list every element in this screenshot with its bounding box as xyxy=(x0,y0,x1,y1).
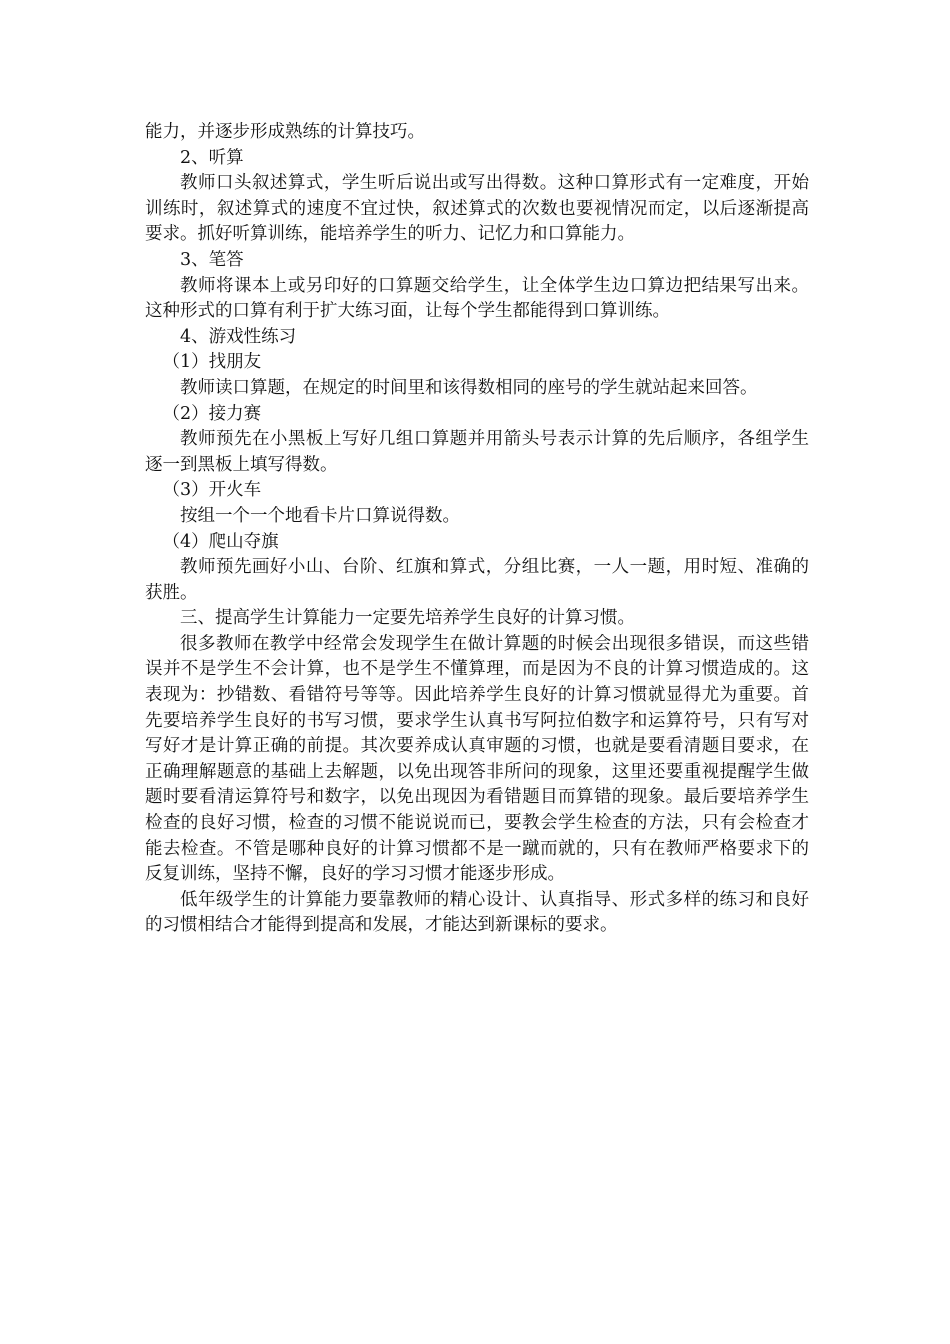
paragraph-listening-calc: 教师口头叙述算式，学生听后说出或写出得数。这种口算形式有一定难度，开始训练时，叙述算式的速度不宜过快，叙述算式的次数也要视情况而定，以后逐渐提高要求。抓好听算训练，能培养学生的听力、记忆力和口算能力。 xyxy=(145,173,809,245)
game-heading-train: （3）开火车 xyxy=(162,480,262,501)
subheading-listening-calc: 2、听算 xyxy=(180,147,244,168)
paragraph-written-answer: 教师将课本上或另印好的口算题交给学生，让全体学生边口算边把结果写出来。这种形式的口算有利于扩大练习面，让每个学生都能得到口算训练。 xyxy=(145,275,809,322)
game-text-find-friends: 教师读口算题，在规定的时间里和该得数相同的座号的学生就站起来回答。 xyxy=(180,377,758,398)
game-heading-relay: （2）接力赛 xyxy=(162,403,262,424)
paragraph-conclusion: 低年级学生的计算能力要靠教师的精心设计、认真指导、形式多样的练习和良好的习惯相结合才能得到提高和发展，才能达到新课标的要求。 xyxy=(145,889,809,936)
section-heading-habits: 三、提高学生计算能力一定要先培养学生良好的计算习惯。 xyxy=(180,608,635,629)
game-text-relay: 教师预先在小黑板上写好几组口算题并用箭头号表示计算的先后顺序，各组学生逐一到黑板上填写得数。 xyxy=(145,429,809,475)
game-heading-mountain-flag: （4）爬山夺旗 xyxy=(162,531,279,552)
paragraph-continuation: 能力，并逐步形成熟练的计算技巧。 xyxy=(145,122,425,142)
document-body xyxy=(145,120,809,939)
game-heading-find-friends: （1）找朋友 xyxy=(162,352,262,373)
paragraph-habits: 很多教师在教学中经常会发现学生在做计算题的时候会出现很多错误，而这些错误并不是学生不会计算，也不是学生不懂算理，而是因为不良的计算习惯造成的。这表现为：抄错数、看错符号等等。因此培养学生良好的计算习惯就显得尤为重要。首先要培养学生良好的书写习惯，要求学生认真书写阿拉伯数字和运算符号，只有写对写好才是计算正确的前提。其次要养成认真审题的习惯，也就是要看清题目要求，在正确理解题意的基础上去解题，以免出现答非所问的现象，这里还要重视提醒学生做题时要看清运算符号和数字，以免出现因为看错题目而算错的现象。最后要培养学生检查的良好习惯，检查的习惯不能说说而已，要教会学生检查的方法，只有会检查才能去检查。不管是哪种良好的计算习惯都不是一蹴而就的，只有在教师严格要求下的反复训练，坚持不懈，良好的学习习惯才能逐步形成。 xyxy=(145,633,809,885)
game-text-train: 按组一个一个地看卡片口算说得数。 xyxy=(180,505,460,526)
subheading-written-answer: 3、笔答 xyxy=(180,249,244,270)
subheading-game-practice: 4、游戏性练习 xyxy=(180,326,297,347)
game-text-mountain-flag: 教师预先画好小山、台阶、红旗和算式，分组比赛，一人一题，用时短、准确的获胜。 xyxy=(145,557,809,603)
